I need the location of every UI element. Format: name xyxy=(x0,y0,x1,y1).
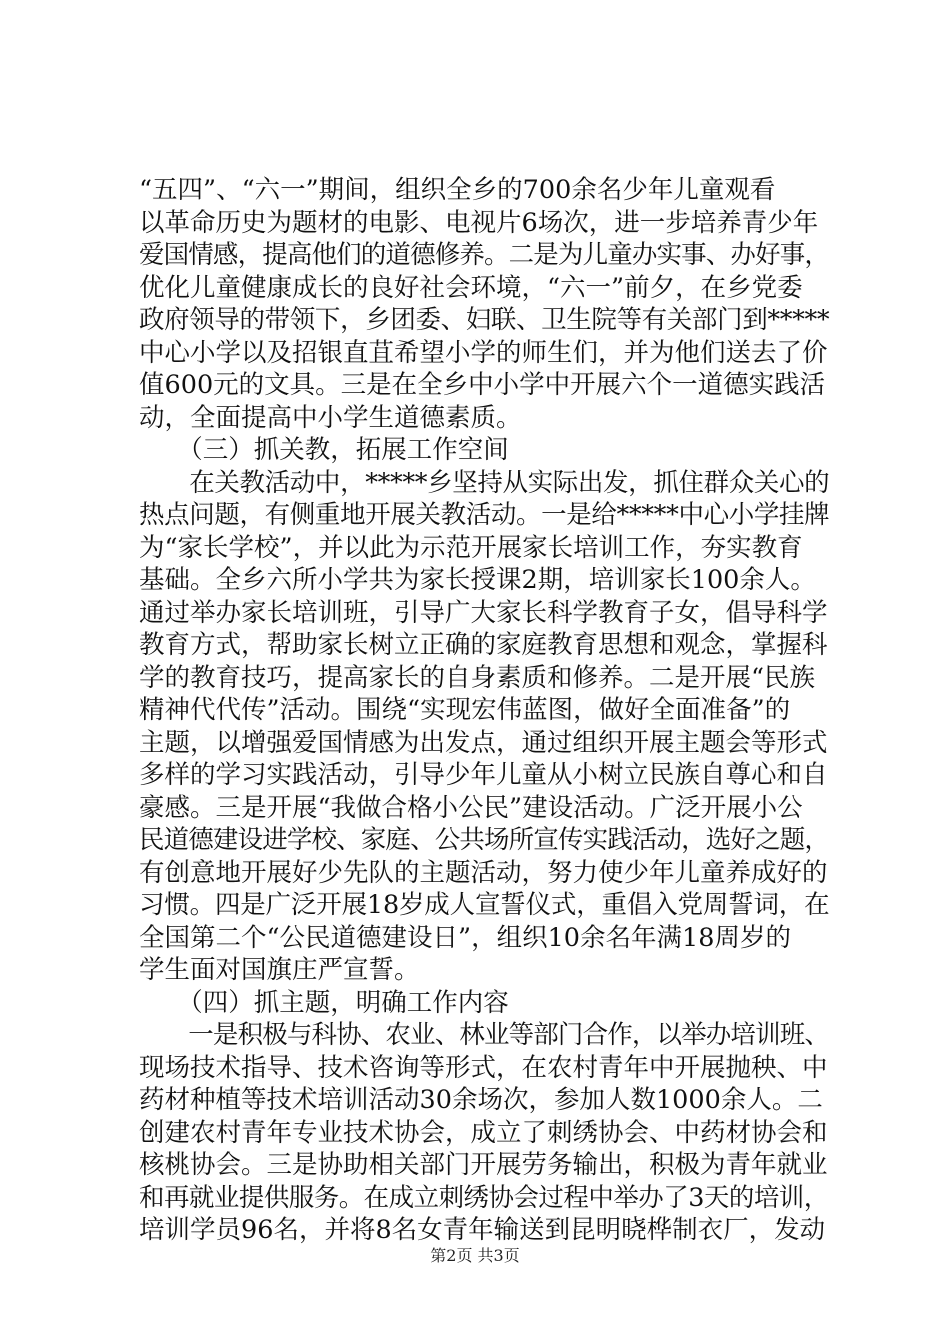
text-line: 值600元的文具。三是在全乡中小学中开展六个一道德实践活 xyxy=(139,370,826,400)
text-line: （三）抓关教，拓展工作空间 xyxy=(139,435,509,465)
text-line: 学的教育技巧，提高家长的自身素质和修养。二是开展“民族 xyxy=(139,662,816,693)
text-line: （四）抓主题，明确工作内容 xyxy=(139,987,509,1018)
text-line: 一是积极与科协、农业、林业等部门合作，以举办培训班、 xyxy=(139,1020,830,1050)
text-line: 为“家长学校”，并以此为示范开展家长培训工作，夯实教育 xyxy=(139,532,803,563)
text-line: 药材种植等技术培训活动30余场次，参加人数1000余人。二 xyxy=(139,1085,823,1115)
text-line: 主题，以增强爱国情感为出发点，通过组织开展主题会等形式 xyxy=(139,727,828,758)
text-line: 多样的学习实践活动，引导少年儿童从小树立民族自尊心和自 xyxy=(139,760,828,790)
text-line: 民道德建设进学校、家庭、公共场所宣传实践活动，选好之题， xyxy=(139,825,830,855)
text-line: 有创意地开展好少先队的主题活动，努力使少年儿童养成好的 xyxy=(139,857,828,888)
text-line: 学生面对国旗庄严宣誓。 xyxy=(139,955,420,985)
text-line: 培训学员96名，并将8名女青年输送到昆明晓桦制衣厂，发动 xyxy=(139,1215,826,1245)
body-text xyxy=(139,174,829,1247)
text-line: 热点问题，有侧重地开展关教活动。一是给*****中心小学挂牌 xyxy=(139,500,830,530)
text-line: 和再就业提供服务。在成立刺绣协会过程中举办了3天的培训， xyxy=(139,1182,829,1213)
text-line: “五四”、“六一”期间，组织全乡的700余名少年儿童观看 xyxy=(139,175,776,205)
text-line: 以革命历史为题材的电影、电视片6场次，进一步培养青少年 xyxy=(139,207,819,238)
text-line: 通过举办家长培训班，引导广大家长科学教育子女，倡导科学 xyxy=(139,597,828,628)
text-line: 优化儿童健康成长的良好社会环境，“六一”前夕，在乡党委 xyxy=(139,272,803,303)
text-line: 现场技术指导、技术咨询等形式，在农村青年中开展抛秧、中 xyxy=(139,1052,828,1083)
text-line: 精神代代传”活动。围绕“实现宏伟蓝图，做好全面准备”的 xyxy=(139,695,791,725)
text-line: 豪感。三是开展“我做合格小公民”建设活动。广泛开展小公 xyxy=(139,792,803,823)
text-line: 中心小学以及招银直苴希望小学的师生们，并为他们送去了价 xyxy=(139,337,828,368)
text-line: 爱国情感，提高他们的道德修养。二是为儿童办实事、办好事， xyxy=(139,240,830,270)
text-line: 基础。全乡六所小学共为家长授课2期，培训家长100余人。 xyxy=(139,565,816,595)
page-footer: 第2页 共3页 xyxy=(430,1246,520,1265)
text-line: 习惯。四是广泛开展18岁成人宣誓仪式，重倡入党周誓词，在 xyxy=(139,890,830,920)
text-line: 创建农村青年专业技术协会，成立了刺绣协会、中药材协会和 xyxy=(139,1117,828,1148)
text-line: 政府领导的带领下，乡团委、妇联、卫生院等有关部门到***** xyxy=(139,305,830,335)
text-line: 教育方式，帮助家长树立正确的家庭教育思想和观念，掌握科 xyxy=(139,630,828,660)
text-line: 核桃协会。三是协助相关部门开展劳务输出，积极为青年就业 xyxy=(139,1150,828,1180)
text-line: 动，全面提高中小学生道德素质。 xyxy=(139,402,522,433)
text-line: 全国第二个“公民道德建设日”，组织10余名年满18周岁的 xyxy=(139,922,791,953)
text-line: 在关教活动中，*****乡坚持从实际出发，抓住群众关心的 xyxy=(139,467,830,498)
